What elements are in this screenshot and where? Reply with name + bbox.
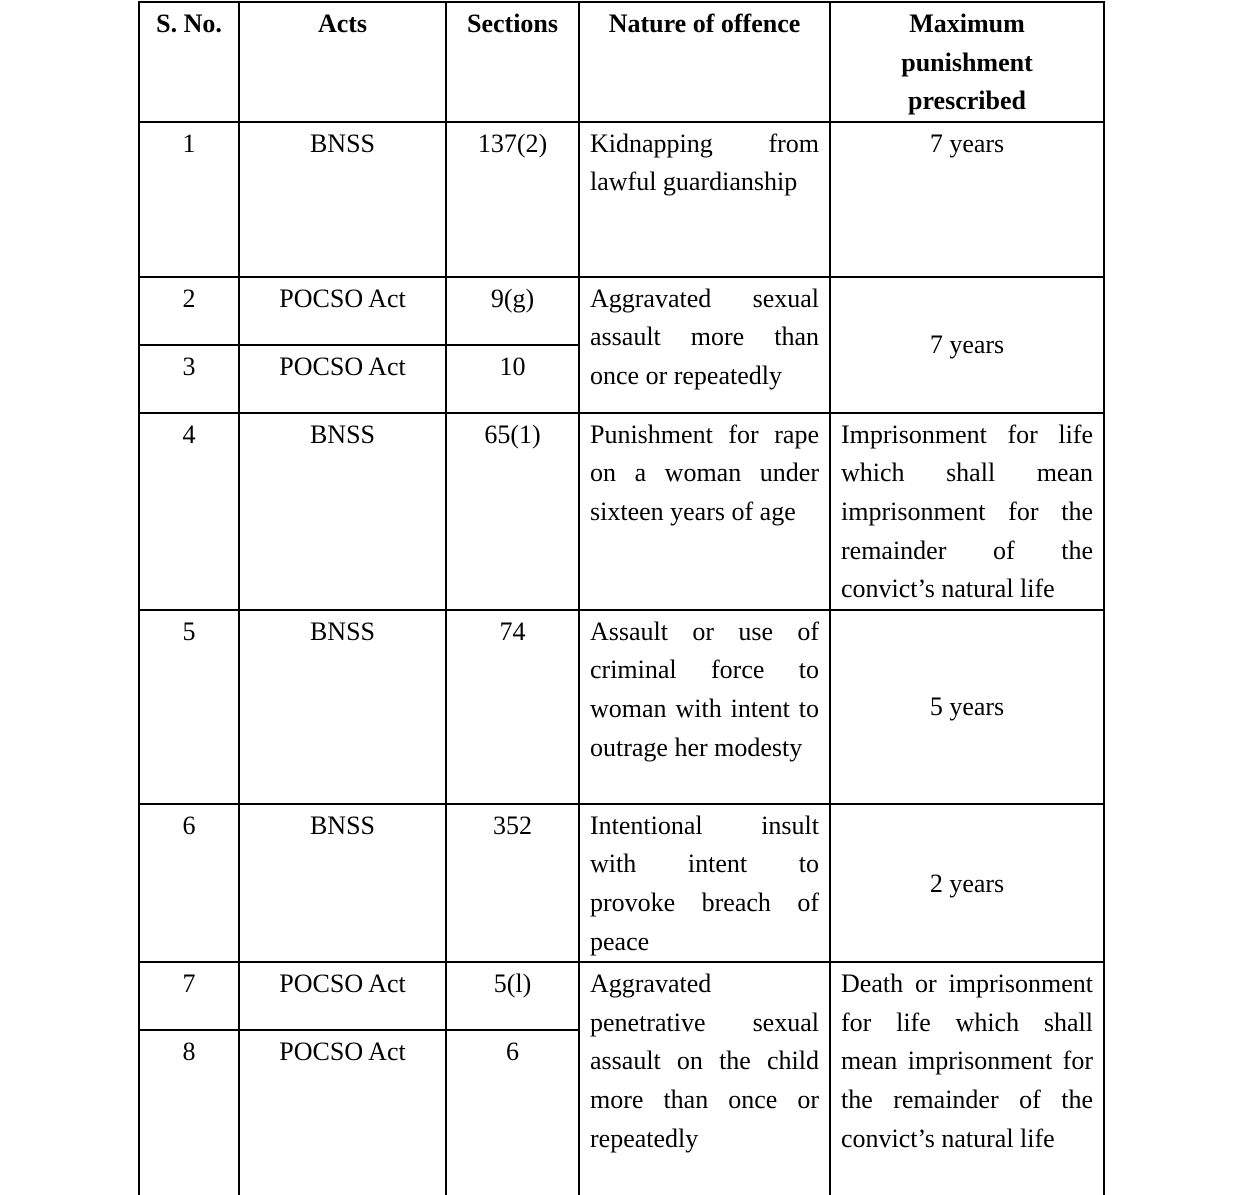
cell-punishment: 5 years [830, 610, 1104, 804]
cell-offence: Aggravated sexual assault more than once or repeatedly [579, 277, 830, 413]
cell-act: BNSS [239, 122, 446, 277]
cell-offence: Punishment for rape on a woman under sixteen years of age [579, 413, 830, 610]
cell-sno: 1 [139, 122, 239, 277]
cell-sno: 7 [139, 962, 239, 1030]
cell-sno: 4 [139, 413, 239, 610]
table-row [139, 413, 1104, 610]
table-row [139, 610, 1104, 804]
cell-section: 65(1) [446, 413, 579, 610]
cell-act: POCSO Act [239, 1030, 446, 1195]
cell-act: POCSO Act [239, 962, 446, 1030]
cell-sno: 3 [139, 345, 239, 413]
table-row [139, 122, 1104, 277]
cell-act: POCSO Act [239, 277, 446, 345]
cell-section: 9(g) [446, 277, 579, 345]
cell-sno: 2 [139, 277, 239, 345]
cell-sno: 8 [139, 1030, 239, 1195]
table-row [139, 277, 1104, 345]
cell-section: 5(l) [446, 962, 579, 1030]
cell-act: BNSS [239, 413, 446, 610]
cell-sno: 5 [139, 610, 239, 804]
header-sections: Sections [446, 2, 579, 122]
cell-section: 6 [446, 1030, 579, 1195]
table-row [139, 804, 1104, 962]
cell-section: 137(2) [446, 122, 579, 277]
cell-punishment: 7 years [830, 122, 1104, 277]
cell-sno: 6 [139, 804, 239, 962]
cell-section: 10 [446, 345, 579, 413]
cell-offence: Aggravated penetrative sexual assault on the child more than once or repeatedly [579, 962, 830, 1195]
cell-section: 74 [446, 610, 579, 804]
cell-act: BNSS [239, 610, 446, 804]
header-maximum-punishment: Maximum punishment prescribed [830, 2, 1104, 122]
header-nature-of-offence: Nature of offence [579, 2, 830, 122]
header-sno: S. No. [139, 2, 239, 122]
offences-table [138, 1, 1105, 1195]
cell-punishment: 2 years [830, 804, 1104, 962]
cell-punishment: Death or imprisonment for life which shall mean imprisonment for the remainder of the convict’s natural life [830, 962, 1104, 1195]
cell-punishment: Imprisonment for life which shall mean imprisonment for the remainder of the convict’s natural life [830, 413, 1104, 610]
table-header-row [139, 2, 1104, 122]
header-acts: Acts [239, 2, 446, 122]
cell-punishment: 7 years [830, 277, 1104, 413]
cell-section: 352 [446, 804, 579, 962]
cell-offence: Assault or use of criminal force to woman with intent to outrage her modesty [579, 610, 830, 804]
cell-offence: Intentional insult with intent to provoke breach of peace [579, 804, 830, 962]
cell-act: POCSO Act [239, 345, 446, 413]
cell-offence: Kidnapping from lawful guardianship [579, 122, 830, 277]
cell-act: BNSS [239, 804, 446, 962]
table-row [139, 962, 1104, 1030]
